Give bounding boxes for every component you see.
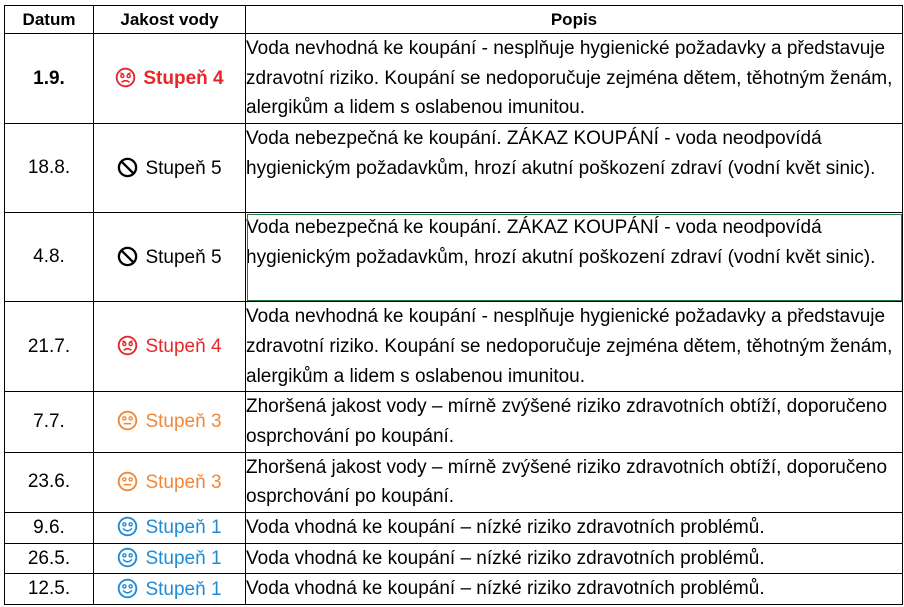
date-cell: 12.5. xyxy=(5,574,94,605)
quality-grade-label: Stupeň 5 xyxy=(145,246,222,268)
quality-cell xyxy=(94,513,246,544)
date-cell: 4.8. xyxy=(5,213,94,302)
quality-cell xyxy=(94,392,246,452)
date-cell: 21.7. xyxy=(5,302,94,392)
sad-face-icon xyxy=(117,335,138,356)
quality-grade-label: Stupeň 1 xyxy=(145,548,222,570)
happy-face-icon xyxy=(117,578,138,599)
quality-cell xyxy=(94,213,246,302)
sad-face-icon xyxy=(115,67,136,88)
quality-cell xyxy=(94,124,246,213)
date-cell: 18.8. xyxy=(5,124,94,213)
quality-grade-label: Stupeň 1 xyxy=(145,578,222,600)
description-cell: Voda nevhodná ke koupání - nesplňuje hygienické požadavky a představuje zdravotní riziko. Koupání se nedoporučuje zejména dětem, těhotným ženám, alergikům a lidem s oslabenou imunitou. xyxy=(246,302,903,392)
table-row xyxy=(5,452,903,512)
description-cell: Voda vhodná ke koupání – nízké riziko zdravotních problémů. xyxy=(246,574,903,605)
table-row xyxy=(5,392,903,452)
header-quality: Jakost vody xyxy=(94,6,246,34)
description-cell: Zhoršená jakost vody – mírně zvýšené riziko zdravotních obtíží, doporučeno osprchování po koupání. xyxy=(246,392,903,452)
description-cell-selected: Voda nebezpečná ke koupání. ZÁKAZ KOUPÁNÍ - voda neodpovídá hygienickým požadavkům, hrozí akutní poškození zdraví (vodní květ sinic). xyxy=(246,213,903,302)
happy-face-icon xyxy=(117,547,138,568)
header-date: Datum xyxy=(5,6,94,34)
table-row xyxy=(5,574,903,605)
quality-grade-label: Stupeň 3 xyxy=(145,411,222,433)
prohibited-icon xyxy=(117,246,138,267)
quality-cell xyxy=(94,452,246,512)
header-description: Popis xyxy=(246,6,903,34)
table-row xyxy=(5,302,903,392)
quality-cell xyxy=(94,543,246,574)
quality-cell xyxy=(94,574,246,605)
table-row xyxy=(5,124,903,213)
table-row xyxy=(5,213,903,302)
neutral-face-icon xyxy=(117,410,138,431)
date-cell: 26.5. xyxy=(5,543,94,574)
table-row xyxy=(5,34,903,124)
description-cell: Voda nebezpečná ke koupání. ZÁKAZ KOUPÁNÍ - voda neodpovídá hygienickým požadavkům, hrozí akutní poškození zdraví (vodní květ sinic). xyxy=(246,124,903,213)
description-cell: Voda vhodná ke koupání – nízké riziko zdravotních problémů. xyxy=(246,513,903,544)
quality-cell xyxy=(94,34,246,124)
description-cell: Zhoršená jakost vody – mírně zvýšené riziko zdravotních obtíží, doporučeno osprchování po koupání. xyxy=(246,452,903,512)
prohibited-icon xyxy=(117,157,138,178)
quality-grade-label: Stupeň 4 xyxy=(143,68,224,90)
description-cell: Voda vhodná ke koupání – nízké riziko zdravotních problémů. xyxy=(246,543,903,574)
happy-face-icon xyxy=(117,516,138,537)
date-cell: 23.6. xyxy=(5,452,94,512)
quality-grade-label: Stupeň 5 xyxy=(145,157,222,179)
description-cell: Voda nevhodná ke koupání - nesplňuje hygienické požadavky a představuje zdravotní riziko. Koupání se nedoporučuje zejména dětem, těhotným ženám, alergikům a lidem s oslabenou imunitou. xyxy=(246,34,903,124)
date-cell: 9.6. xyxy=(5,513,94,544)
table-row xyxy=(5,513,903,544)
date-cell: 1.9. xyxy=(5,34,94,124)
water-quality-table xyxy=(4,5,903,605)
quality-grade-label: Stupeň 3 xyxy=(145,471,222,493)
header-row xyxy=(5,6,903,34)
date-cell: 7.7. xyxy=(5,392,94,452)
quality-grade-label: Stupeň 4 xyxy=(145,336,222,358)
quality-grade-label: Stupeň 1 xyxy=(145,517,222,539)
table-row xyxy=(5,543,903,574)
quality-cell xyxy=(94,302,246,392)
neutral-face-icon xyxy=(117,471,138,492)
